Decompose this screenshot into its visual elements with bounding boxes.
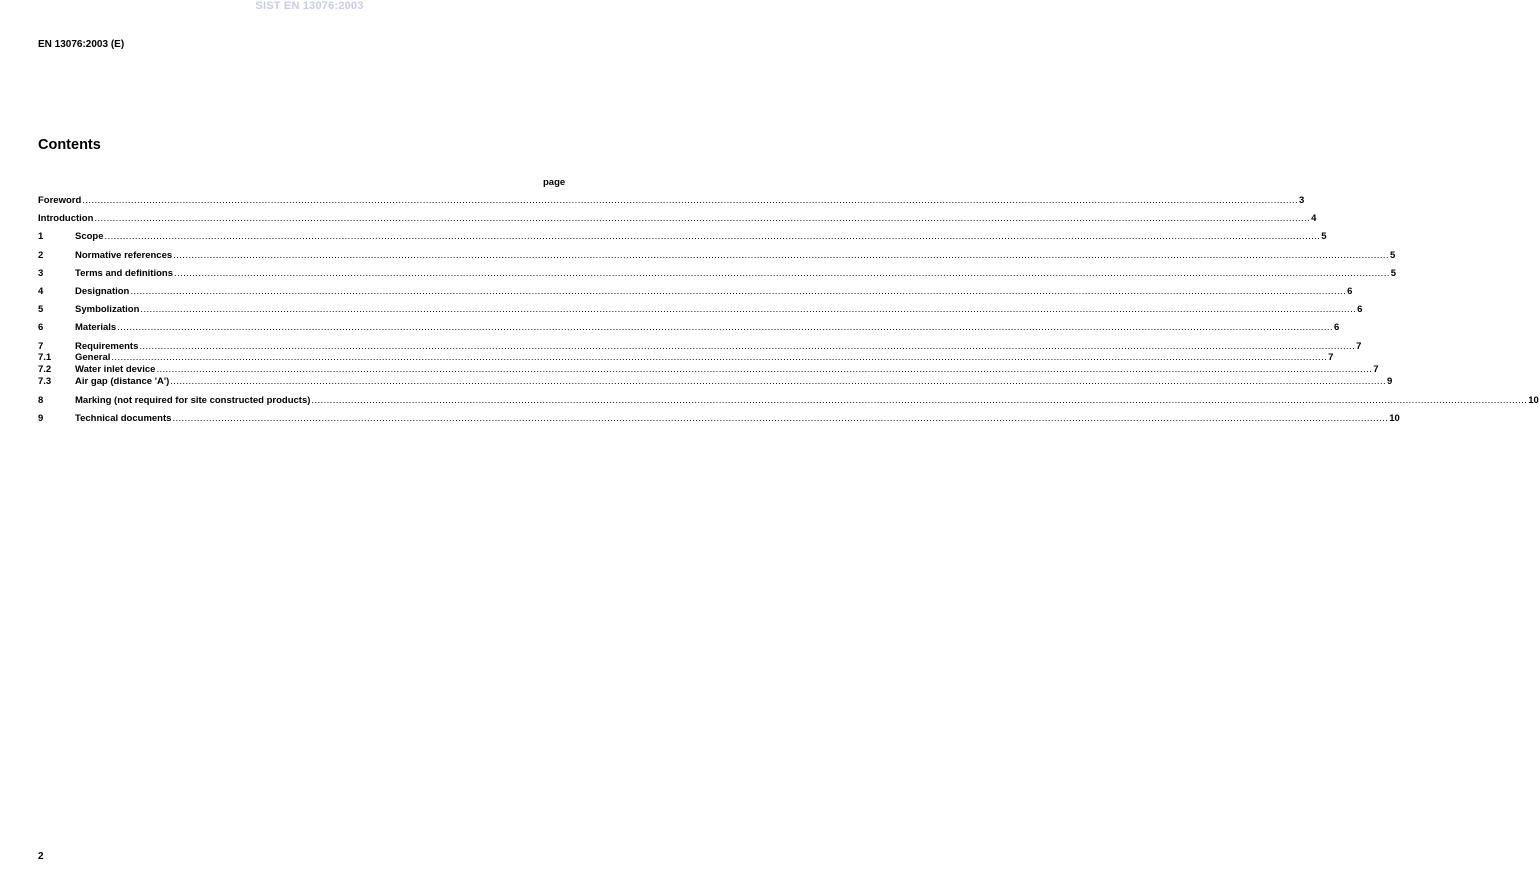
dot-leader: ................................................................................................................................................................................................................................................................................................................................................................................................................ xyxy=(173,250,1389,261)
toc-entry-number: 7.1 xyxy=(38,352,52,363)
toc-entry-2[interactable] xyxy=(38,250,1396,262)
toc-entry-page: 5 xyxy=(1389,250,1396,261)
dot-leader: ................................................................................................................................................................................................................................................................................................................................................................................................................ xyxy=(94,213,1311,224)
toc-entry-page: 9 xyxy=(1387,376,1393,387)
toc-entry-page: 5 xyxy=(1390,268,1397,279)
toc-entry-title: Scope xyxy=(75,231,104,242)
toc-entry-introduction[interactable] xyxy=(38,213,1317,225)
dot-leader: ................................................................................................................................................................................................................................................................................................................................................................................................................ xyxy=(140,304,1357,315)
dot-leader: ................................................................................................................................................................................................................................................................................................................................................................................................................ xyxy=(170,376,1387,387)
toc-entry-page: 10 xyxy=(1389,413,1400,424)
toc-entry-number: 4 xyxy=(38,286,44,297)
toc-entry-page: 10 xyxy=(1528,395,1539,406)
dot-leader: ................................................................................................................................................................................................................................................................................................................................................................................................................ xyxy=(156,364,1373,375)
dot-leader: ................................................................................................................................................................................................................................................................................................................................................................................................................ xyxy=(174,268,1390,279)
toc-entry-number: 5 xyxy=(38,304,44,315)
toc-entry-page: 3 xyxy=(1299,195,1305,206)
toc-entry-number: 8 xyxy=(38,395,44,406)
toc-entry-page: 6 xyxy=(1347,286,1353,297)
toc-entry-title: Requirements xyxy=(75,341,139,352)
toc-entry-title: Introduction xyxy=(38,213,94,224)
toc-entry-6[interactable] xyxy=(38,322,1340,334)
toc-entry-title: Technical documents xyxy=(75,413,172,424)
dot-leader: ................................................................................................................................................................................................................................................................................................................................................................................................................ xyxy=(117,322,1333,333)
toc-entry-title: Water inlet device xyxy=(75,364,156,375)
toc-entry-number: 6 xyxy=(38,322,44,333)
toc-entry-8[interactable] xyxy=(38,395,1539,407)
dot-leader: ................................................................................................................................................................................................................................................................................................................................................................................................................ xyxy=(139,341,1356,352)
toc-entry-page: 5 xyxy=(1321,231,1327,242)
toc-entry-1[interactable] xyxy=(38,231,1327,243)
page-number: 2 xyxy=(38,851,44,862)
dot-leader: ................................................................................................................................................................................................................................................................................................................................................................................................................ xyxy=(172,413,1389,424)
toc-entry-number: 7 xyxy=(38,341,44,352)
dot-leader: ................................................................................................................................................................................................................................................................................................................................................................................................................ xyxy=(82,195,1299,206)
toc-entry-number: 7.3 xyxy=(38,376,52,387)
toc-entry-7-1[interactable] xyxy=(38,352,1334,364)
toc-entry-title: Materials xyxy=(75,322,117,333)
toc-entry-title: Normative references xyxy=(75,250,173,261)
toc-entry-number: 1 xyxy=(38,231,44,242)
dot-leader: ................................................................................................................................................................................................................................................................................................................................................................................................................ xyxy=(104,231,1321,242)
toc-entry-number: 7.2 xyxy=(38,364,52,375)
toc-entry-3[interactable] xyxy=(38,268,1397,280)
toc-entry-4[interactable] xyxy=(38,286,1353,298)
toc-entry-9[interactable] xyxy=(38,413,1400,425)
dot-leader: ................................................................................................................................................................................................................................................................................................................................................................................................................ xyxy=(311,395,1528,406)
toc-entry-page: 4 xyxy=(1311,213,1317,224)
toc-entry-title: Foreword xyxy=(38,195,82,206)
toc-entry-foreword[interactable] xyxy=(38,195,1305,207)
toc-entry-7-3[interactable] xyxy=(38,376,1393,388)
toc-entry-number: 3 xyxy=(38,268,44,279)
dot-leader: ................................................................................................................................................................................................................................................................................................................................................................................................................ xyxy=(130,286,1347,297)
page-column-label: page xyxy=(543,177,566,188)
toc-entry-page: 6 xyxy=(1357,304,1363,315)
toc-entry-title: Air gap (distance 'A') xyxy=(75,376,170,387)
dot-leader: ................................................................................................................................................................................................................................................................................................................................................................................................................ xyxy=(111,352,1328,363)
contents-heading: Contents xyxy=(38,137,101,153)
document-id: EN 13076:2003 (E) xyxy=(38,39,125,50)
watermark: SIST EN 13076:2003 xyxy=(255,0,364,12)
toc-entry-title: Terms and definitions xyxy=(75,268,174,279)
toc-entry-number: 9 xyxy=(38,413,44,424)
toc-entry-page: 6 xyxy=(1333,322,1340,333)
toc-entry-title: Marking (not required for site constructed products) xyxy=(75,395,311,406)
toc-entry-page: 7 xyxy=(1328,352,1334,363)
toc-entry-title: Symbolization xyxy=(75,304,140,315)
toc-entry-7-2[interactable] xyxy=(38,364,1379,376)
toc-entry-number: 2 xyxy=(38,250,44,261)
toc-entry-title: General xyxy=(75,352,111,363)
toc-entry-5[interactable] xyxy=(38,304,1363,316)
toc-entry-page: 7 xyxy=(1356,341,1362,352)
toc-entry-title: Designation xyxy=(75,286,130,297)
toc-entry-page: 7 xyxy=(1373,364,1379,375)
